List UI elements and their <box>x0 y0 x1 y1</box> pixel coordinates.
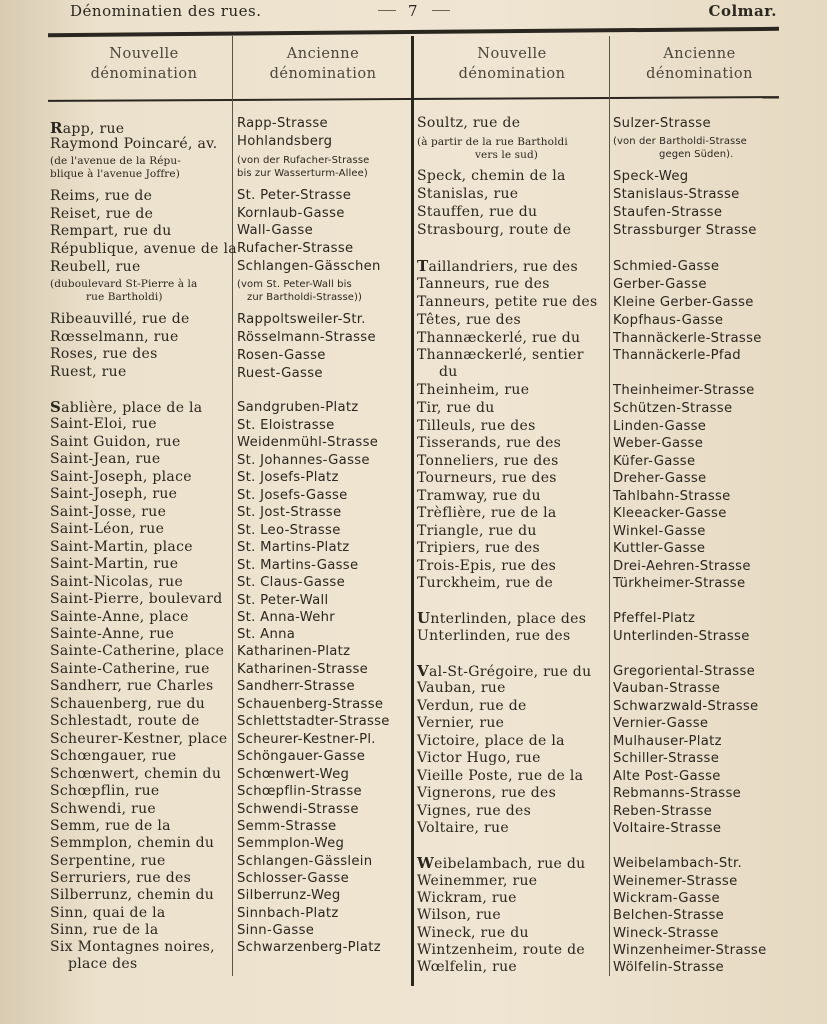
old-street-name: Pfeffel-Platz <box>613 611 696 626</box>
new-street-name: Unterlinden, place des <box>417 609 587 627</box>
old-street-name: Wineck-Strasse <box>613 926 719 941</box>
old-street-name: gegen Süden). <box>659 149 734 160</box>
old-street-name: Scheurer-Kestner-Pl. <box>237 732 376 747</box>
header-dash-right <box>432 10 450 11</box>
new-street-name: Wintzenheim, route de <box>417 942 585 958</box>
new-street-name: Tonneliers, rue des <box>417 453 559 469</box>
new-street-name: Saint-Jean, rue <box>50 451 161 467</box>
new-street-name: Voltaire, rue <box>417 820 509 836</box>
new-street-name: Sablière, place de la <box>50 398 203 416</box>
old-street-name: bis zur Wasserturm-Allee) <box>237 168 368 179</box>
old-street-name: Rebmanns-Strasse <box>613 786 742 801</box>
new-street-name: Saint-Pierre, boulevard <box>50 591 223 607</box>
old-street-name: Theinheimer-Strasse <box>613 383 755 398</box>
old-street-name: Kleeacker-Gasse <box>613 506 727 521</box>
old-street-name: Weinemer-Strasse <box>613 874 738 889</box>
old-street-name: Schœnwert-Weg <box>237 767 350 782</box>
old-street-name: Semm-Strasse <box>237 819 337 834</box>
new-street-name: Vignes, rue des <box>417 803 532 819</box>
old-street-name: St. Anna-Wehr <box>237 610 336 625</box>
old-street-name: (von der Bartholdi-Strasse <box>613 136 747 147</box>
new-street-name: Saint-Josse, rue <box>50 504 167 520</box>
new-street-name: Têtes, rue des <box>417 312 522 328</box>
old-street-name: Semmplon-Weg <box>237 836 345 851</box>
new-street-name: Val-St-Grégoire, rue du <box>417 662 592 680</box>
new-street-name: Rapp, rue <box>50 119 125 137</box>
column-header-old-1 <box>234 44 412 94</box>
old-street-name: Unterlinden-Strasse <box>613 629 750 644</box>
old-street-name: Kornlaub-Gasse <box>237 206 345 221</box>
old-street-name: Gerber-Gasse <box>613 277 707 292</box>
new-street-name: (de l'avenue de la Répu- <box>50 155 181 167</box>
new-street-name: Strasbourg, route de <box>417 222 572 238</box>
old-street-name: Belchen-Strasse <box>613 908 725 923</box>
old-street-name: Weber-Gasse <box>613 436 704 451</box>
column-header-old-2-text: Ancienne dénomination <box>646 46 753 82</box>
new-street-name: Victoire, place de la <box>417 733 565 749</box>
new-street-name: Saint Guidon, rue <box>50 434 181 450</box>
old-street-name: Schöngauer-Gasse <box>237 749 366 764</box>
old-street-name: Rosen-Gasse <box>237 348 326 363</box>
old-street-name: Rappoltsweiler-Str. <box>237 312 366 327</box>
section-initial: T <box>417 257 429 275</box>
new-street-name: Soultz, rue de <box>417 115 521 131</box>
old-street-name: St. Anna <box>237 627 296 642</box>
old-street-name: Speck-Weg <box>613 169 689 184</box>
old-street-name: Weidenmühl-Strasse <box>237 435 379 450</box>
old-street-name: Sulzer-Strasse <box>613 116 711 131</box>
old-street-name: Mulhauser-Platz <box>613 734 722 749</box>
column-divider-3 <box>609 36 610 976</box>
old-street-name: Gregoriental-Strasse <box>613 664 756 679</box>
new-street-name: Reims, rue de <box>50 188 153 204</box>
old-street-name: Rapp-Strasse <box>237 116 328 131</box>
old-street-name: St. Martins-Gasse <box>237 558 359 573</box>
old-street-name: zur Bartholdi-Strasse)) <box>247 292 363 303</box>
old-street-name: Vauban-Strasse <box>613 681 721 696</box>
new-street-name: Ribeauvillé, rue de <box>50 311 190 327</box>
new-street-name: Saint-Joseph, rue <box>50 486 178 502</box>
old-street-name: Winkel-Gasse <box>613 524 706 539</box>
old-street-name: Ruest-Gasse <box>237 366 323 381</box>
new-street-name: Thannæckerlé, sentier <box>417 347 584 363</box>
old-street-name: Wölfelin-Strasse <box>613 960 724 975</box>
new-street-name: Semm, rue de la <box>50 818 171 834</box>
old-street-name: Schlosser-Gasse <box>237 871 350 886</box>
column-header-old-2 <box>612 44 787 94</box>
column-header-new-2-text: Nouvelle dénomination <box>458 46 566 82</box>
new-street-name: Turckheim, rue de <box>417 575 554 591</box>
old-street-name: St. Josefs-Platz <box>237 470 339 485</box>
new-street-name: Schœngauer, rue <box>50 748 177 764</box>
old-street-name: St. Peter-Strasse <box>237 188 352 203</box>
new-street-name: vers le sud) <box>475 149 538 161</box>
old-street-name: St. Peter-Wall <box>237 593 329 608</box>
new-street-name: Ruest, rue <box>50 364 127 380</box>
old-street-name: Katharinen-Strasse <box>237 662 369 677</box>
new-street-name: Vauban, rue <box>417 680 506 696</box>
new-street-name: Verdun, rue de <box>417 698 527 714</box>
old-street-name: Kuttler-Gasse <box>613 541 706 556</box>
new-street-name: Schwendi, rue <box>50 801 156 817</box>
running-header-city: Colmar. <box>708 2 777 20</box>
old-street-name: Schlangen-Gässchen <box>237 259 381 274</box>
old-street-name: Vernier-Gasse <box>613 716 709 731</box>
old-street-name: Katharinen-Platz <box>237 644 351 659</box>
old-street-name: Schiller-Strasse <box>613 751 720 766</box>
old-street-name: St. Leo-Strasse <box>237 523 341 538</box>
running-header-title: Dénominatien des rues. <box>70 2 262 20</box>
new-street-name: Rempart, rue du <box>50 223 172 239</box>
old-street-name: Wickram-Gasse <box>613 891 720 906</box>
new-street-name: Tourneurs, rue des <box>417 470 557 486</box>
old-street-name: Schauenberg-Strasse <box>237 697 384 712</box>
old-street-name: St. Martins-Platz <box>237 540 350 555</box>
new-street-name: Tramway, rue du <box>417 488 541 504</box>
new-street-name: Sainte-Catherine, rue <box>50 661 210 677</box>
new-street-name: Vieille Poste, rue de la <box>417 768 584 784</box>
new-street-name: Rœsselmann, rue <box>50 329 179 345</box>
old-street-name: Türkheimer-Strasse <box>613 576 746 591</box>
old-street-name: Winzenheimer-Strasse <box>613 943 767 958</box>
new-street-name: Sinn, quai de la <box>50 905 166 921</box>
new-street-name: Sainte-Anne, place <box>50 609 189 625</box>
new-street-name: Triangle, rue du <box>417 523 537 539</box>
old-street-name: St. Johannes-Gasse <box>237 453 370 468</box>
new-street-name: Tripiers, rue des <box>417 540 540 556</box>
section-initial: S <box>50 398 62 416</box>
old-street-name: Hohlandsberg <box>237 134 333 149</box>
old-street-name: Wall-Gasse <box>237 223 314 238</box>
new-street-name: Tanneurs, rue des <box>417 276 550 292</box>
new-street-name: Tilleuls, rue des <box>417 418 536 434</box>
new-street-name: Six Montagnes noires, <box>50 939 215 955</box>
new-street-name: Speck, chemin de la <box>417 168 566 184</box>
new-street-name: Sainte-Anne, rue <box>50 626 175 642</box>
new-street-name: Wilson, rue <box>417 907 501 923</box>
old-street-name: (von der Rufacher-Strasse <box>237 155 370 166</box>
old-street-name: Linden-Gasse <box>613 419 707 434</box>
new-street-name: blique à l'avenue Joffre) <box>50 168 180 180</box>
new-street-name: Reubell, rue <box>50 259 141 275</box>
new-street-name: Wineck, rue du <box>417 925 529 941</box>
old-street-name: Dreher-Gasse <box>613 471 707 486</box>
header-dash-left <box>378 10 396 11</box>
column-header-new-1-text: Nouvelle dénomination <box>90 46 198 82</box>
old-street-name: Kopfhaus-Gasse <box>613 313 724 328</box>
old-street-name: Schwarzenberg-Platz <box>237 940 381 955</box>
old-street-name: Stanislaus-Strasse <box>613 187 740 202</box>
new-street-name: Wickram, rue <box>417 890 517 906</box>
new-street-name: Saint-Léon, rue <box>50 521 165 537</box>
new-street-name: Saint-Nicolas, rue <box>50 574 184 590</box>
new-street-name: Reiset, rue de <box>50 206 154 222</box>
new-street-name: Stanislas, rue <box>417 186 519 202</box>
new-street-name: Sainte-Catherine, place <box>50 643 225 659</box>
old-street-name: Alte Post-Gasse <box>613 769 721 784</box>
new-street-name: Serpentine, rue <box>50 853 166 869</box>
column-header-old-1-text: Ancienne dénomination <box>269 46 377 82</box>
new-street-name: Weibelambach, rue du <box>417 854 586 872</box>
old-street-name: Rösselmann-Strasse <box>237 330 376 345</box>
old-street-name: Kleine Gerber-Gasse <box>613 295 754 310</box>
new-street-name: (à partir de la rue Bartholdi <box>417 136 568 148</box>
new-street-name: Saint-Eloi, rue <box>50 416 157 432</box>
old-street-name: Tahlbahn-Strasse <box>613 489 731 504</box>
old-street-name: Schlangen-Gässlein <box>237 854 373 869</box>
new-street-name: Roses, rue des <box>50 346 158 362</box>
old-street-name: Strassburger Strasse <box>613 223 757 238</box>
new-street-name: Stauffen, rue du <box>417 204 538 220</box>
new-street-name: Trèflière, rue de la <box>417 505 557 521</box>
column-divider-1 <box>232 36 233 976</box>
old-street-name: Schœpflin-Strasse <box>237 784 362 799</box>
old-street-name: St. Jost-Strasse <box>237 505 342 520</box>
new-street-name: Schlestadt, route de <box>50 713 200 729</box>
old-street-name: St. Eloistrasse <box>237 418 335 433</box>
new-street-name: Saint-Martin, rue <box>50 556 179 572</box>
old-street-name: Sandherr-Strasse <box>237 679 355 694</box>
old-street-name: Thannäckerle-Pfad <box>613 348 741 363</box>
new-street-name: Schœpflin, rue <box>50 783 160 799</box>
new-street-name: Semmplon, chemin du <box>50 835 215 851</box>
new-street-name: du <box>439 364 458 380</box>
old-street-name: Weibelambach-Str. <box>613 856 742 871</box>
old-street-name: Schwarzwald-Strasse <box>613 699 759 714</box>
new-street-name: Taillandriers, rue des <box>417 257 578 275</box>
new-street-name: (duboulevard St-Pierre à la <box>50 278 198 290</box>
new-street-name: Vignerons, rue des <box>417 785 557 801</box>
new-street-name: Saint-Joseph, place <box>50 469 192 485</box>
new-street-name: rue Bartholdi) <box>86 291 163 303</box>
column-divider-center <box>411 36 414 986</box>
section-initial: W <box>417 854 435 872</box>
old-street-name: Schwendi-Strasse <box>237 802 359 817</box>
new-street-name: Wœlfelin, rue <box>417 959 517 975</box>
new-street-name: Trois-Epis, rue des <box>417 558 557 574</box>
section-initial: V <box>417 662 429 680</box>
new-street-name: Weinemmer, rue <box>417 873 538 889</box>
old-street-name: Silberrunz-Weg <box>237 888 341 903</box>
new-street-name: République, avenue de la <box>50 241 237 257</box>
new-street-name: Theinheim, rue <box>417 382 530 398</box>
new-street-name: Tisserands, rue des <box>417 435 562 451</box>
old-street-name: Reben-Strasse <box>613 804 713 819</box>
old-street-name: (vom St. Peter-Wall bis <box>237 279 352 290</box>
old-street-name: Staufen-Strasse <box>613 205 723 220</box>
old-street-name: Sinnbach-Platz <box>237 906 339 921</box>
new-street-name: Unterlinden, rue des <box>417 628 571 644</box>
old-street-name: Sinn-Gasse <box>237 923 315 938</box>
new-street-name: Thannæckerlé, rue du <box>417 330 581 346</box>
old-street-name: Voltaire-Strasse <box>613 821 722 836</box>
old-street-name: Schlettstadter-Strasse <box>237 714 390 729</box>
old-street-name: St. Josefs-Gasse <box>237 488 348 503</box>
new-street-name: Raymond Poincaré, av. <box>50 136 218 152</box>
section-initial: R <box>50 119 63 137</box>
new-street-name: Tir, rue du <box>417 400 495 416</box>
new-street-name: Schœnwert, chemin du <box>50 766 222 782</box>
old-street-name: Küfer-Gasse <box>613 454 696 469</box>
new-street-name: place des <box>68 956 138 972</box>
new-street-name: Scheurer-Kestner, place <box>50 731 228 747</box>
old-street-name: Thannäckerle-Strasse <box>613 331 762 346</box>
new-street-name: Sandherr, rue Charles <box>50 678 214 694</box>
old-street-name: Drei-Aehren-Strasse <box>613 559 751 574</box>
new-street-name: Victor Hugo, rue <box>417 750 541 766</box>
column-header-new-1 <box>56 44 232 94</box>
new-street-name: Tanneurs, petite rue des <box>417 294 598 310</box>
old-street-name: Sandgruben-Platz <box>237 400 359 415</box>
old-street-name: Rufacher-Strasse <box>237 241 354 256</box>
new-street-name: Silberrunz, chemin du <box>50 887 215 903</box>
old-street-name: Schützen-Strasse <box>613 401 733 416</box>
page-number: 7 <box>408 2 419 20</box>
new-street-name: Serruriers, rue des <box>50 870 192 886</box>
new-street-name: Saint-Martin, place <box>50 539 193 555</box>
new-street-name: Schauenberg, rue du <box>50 696 206 712</box>
column-header-new-2 <box>416 44 608 94</box>
old-street-name: St. Claus-Gasse <box>237 575 346 590</box>
new-street-name: Sinn, rue de la <box>50 922 159 938</box>
section-initial: U <box>417 609 431 627</box>
new-street-name: Vernier, rue <box>417 715 505 731</box>
old-street-name: Schmied-Gasse <box>613 259 720 274</box>
